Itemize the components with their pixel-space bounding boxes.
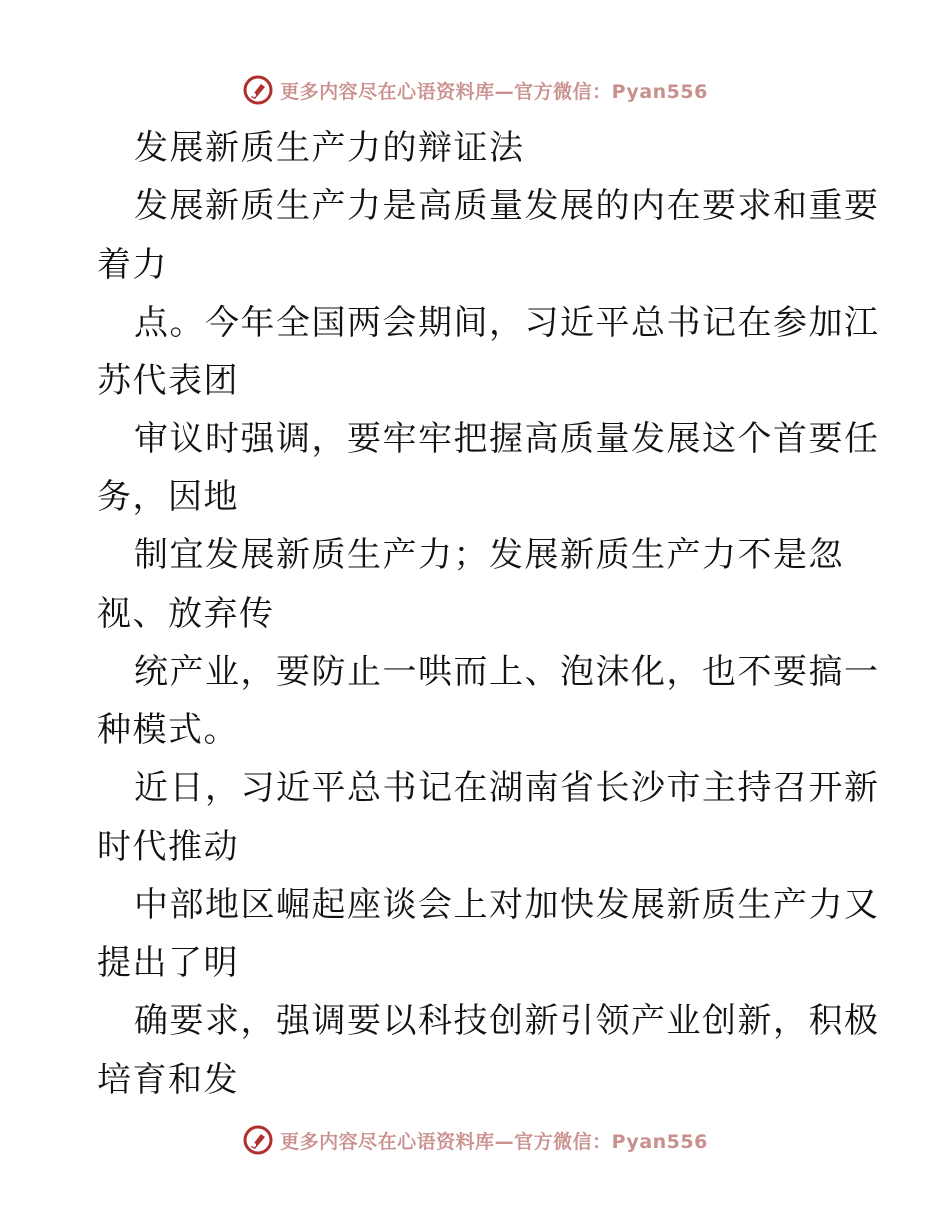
text-line: 时代推动	[97, 827, 239, 867]
text-line: 发展新质生产力是高质量发展的内在要求和重要	[134, 186, 880, 226]
pen-nib-circle-icon	[242, 1124, 274, 1156]
watermark-text: 更多内容尽在心语资料库—官方微信：Pyan556	[280, 1130, 708, 1153]
footer-watermark	[0, 1120, 950, 1160]
text-line: 统产业，要防止一哄而上、泡沫化，也不要搞一	[134, 652, 880, 692]
document-title: 发展新质生产力的辩证法	[134, 128, 525, 168]
text-line: 培育和发	[97, 1060, 239, 1100]
text-line: 中部地区崛起座谈会上对加快发展新质生产力又	[134, 885, 880, 925]
text-line: 制宜发展新质生产力；发展新质生产力不是忽	[134, 535, 844, 575]
text-line: 审议时强调，要牢牢把握高质量发展这个首要任	[134, 419, 880, 459]
text-line: 着力	[97, 245, 168, 285]
text-line: 点。今年全国两会期间，习近平总书记在参加江	[134, 303, 880, 343]
text-line: 视、放弃传	[97, 594, 275, 634]
watermark-text: 更多内容尽在心语资料库—官方微信：Pyan556	[280, 80, 708, 103]
text-line: 苏代表团	[97, 361, 239, 401]
pen-nib-circle-icon	[242, 74, 274, 106]
text-line: 近日，习近平总书记在湖南省长沙市主持召开新	[134, 768, 880, 808]
text-line: 提出了明	[97, 943, 239, 983]
text-line: 种模式。	[97, 710, 239, 750]
text-line: 务，因地	[97, 477, 239, 517]
text-line: 确要求，强调要以科技创新引领产业创新，积极	[134, 1001, 880, 1041]
header-watermark	[0, 70, 950, 110]
